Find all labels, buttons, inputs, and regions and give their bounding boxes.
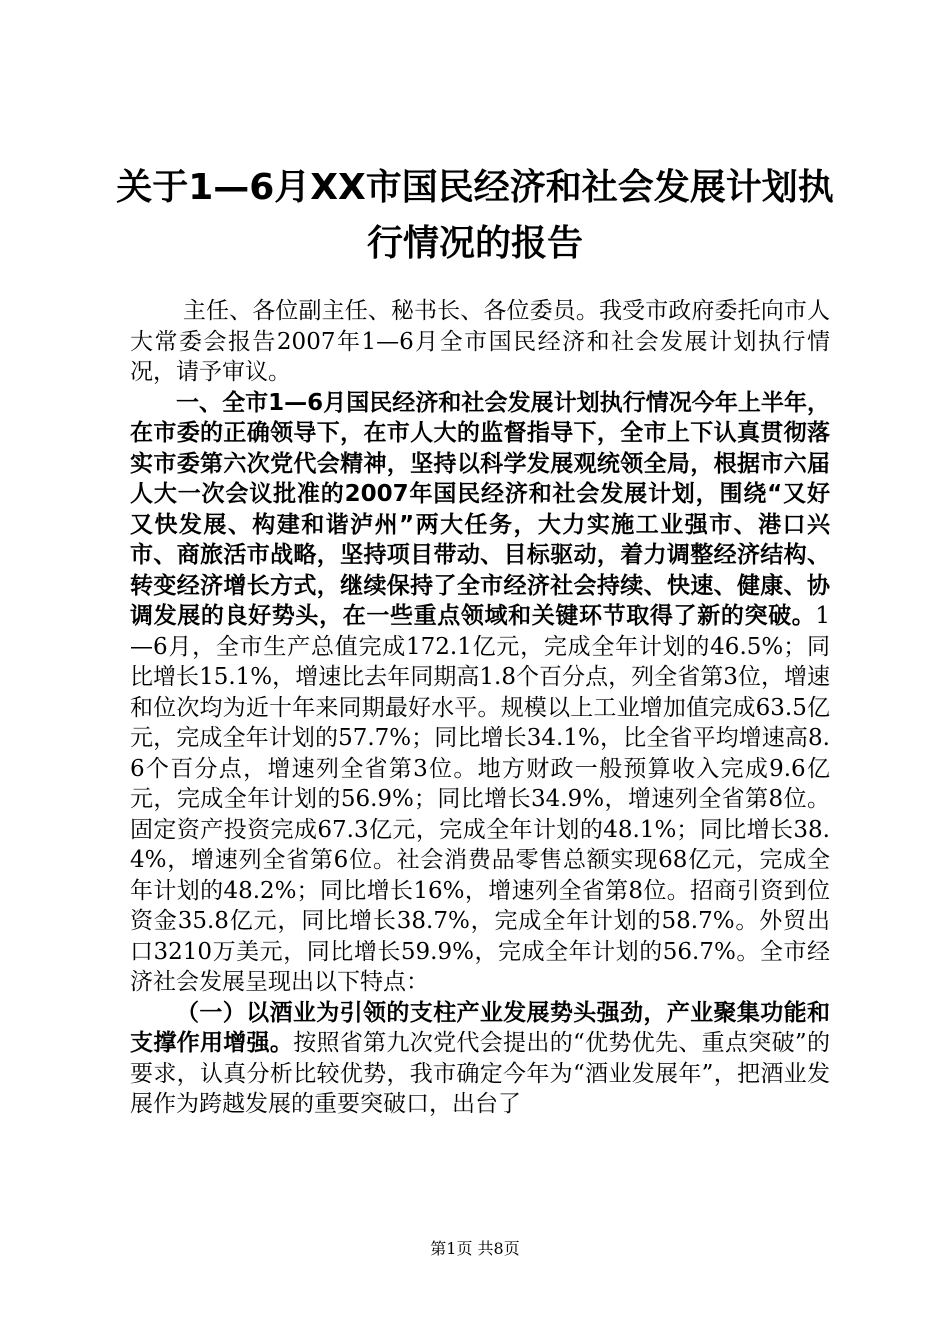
page-footer [0, 1236, 950, 1259]
opening-paragraph [130, 296, 830, 388]
section-one-text: 1—6月，全市生产总值完成172.1亿元，完成全年计划的46.5%；同比增长15.1%，增速比去年同期高1.8个百分点，列全省第3位，增速和位次均为近十年来同期最好水平。规模以上工业增加值完成63.5亿元，完成全年计划的57.7%；同比增长34.1%，比全省平均增速高8.6个百分点，增速列全省第3位。地方财政一般预算收入完成9.6亿元，完成全年计划的56.9%；同比增长34.9%，增速列全省第8位。固定资产投资完成67.3亿元，完成全年计划的48.1%；同比增长38.4%，增速列全省第6位。社会消费品零售总额实现68亿元，完成全年计划的48.2%；同比增长16%，增速列全省第8位。招商引资到位资金35.8亿元，同比增长38.7%，完成全年计划的58.7%。外贸出口3210万美元，同比增长59.9%，完成全年计划的56.7%。全市经济社会发展呈现出以下特点： [130, 603, 830, 995]
document-title [100, 160, 850, 272]
section-one-heading: 一、全市1—6月国民经济和社会发展计划执行情况今年上半年，在市委的正确领导下，在市人大的监督指导下，全市上下认真贯彻落实市委第六次党代会精神，坚持以科学发展观统领全局，根据市六届人大一次会议批准的2007年国民经济和社会发展计划，围绕“又好又快发展、构建和谐泸州”两大任务，大力实施工业强市、港口兴市、商旅活市战略，坚持项目带动、目标驱动，着力调整经济结构、转变经济增长方式，继续保持了全市经济社会持续、快速、健康、协调发展的良好势头，在一些重点领域和关键环节取得了新的突破。 [130, 389, 830, 629]
title-line-2: 行情况的报告 [366, 223, 583, 264]
subsection-one-heading: （一）以酒业为引领的支柱产业发展势头强劲，产业聚集功能和支撑作用增强。 [130, 999, 830, 1056]
subsection-one-paragraph [130, 998, 830, 1120]
page-number: 第1页 共8页 [430, 1239, 520, 1258]
subsection-one-text: 按照省第九次党代会提出的“优势优先、重点突破”的要求，认真分析比较优势，我市确定今年为“酒业发展年”，把酒业发展作为跨越发展的重要突破口，出台了 [130, 1030, 830, 1117]
document-body [130, 296, 830, 1120]
opening-text: 主任、各位副主任、秘书长、各位委员。我受市政府委托向市人大常委会报告2007年1—6月全市国民经济和社会发展计划执行情况，请予审议。 [130, 298, 830, 385]
section-one-paragraph [130, 388, 830, 998]
title-line-1: 关于1—6月XX市国民经济和社会发展计划执 [116, 167, 834, 208]
